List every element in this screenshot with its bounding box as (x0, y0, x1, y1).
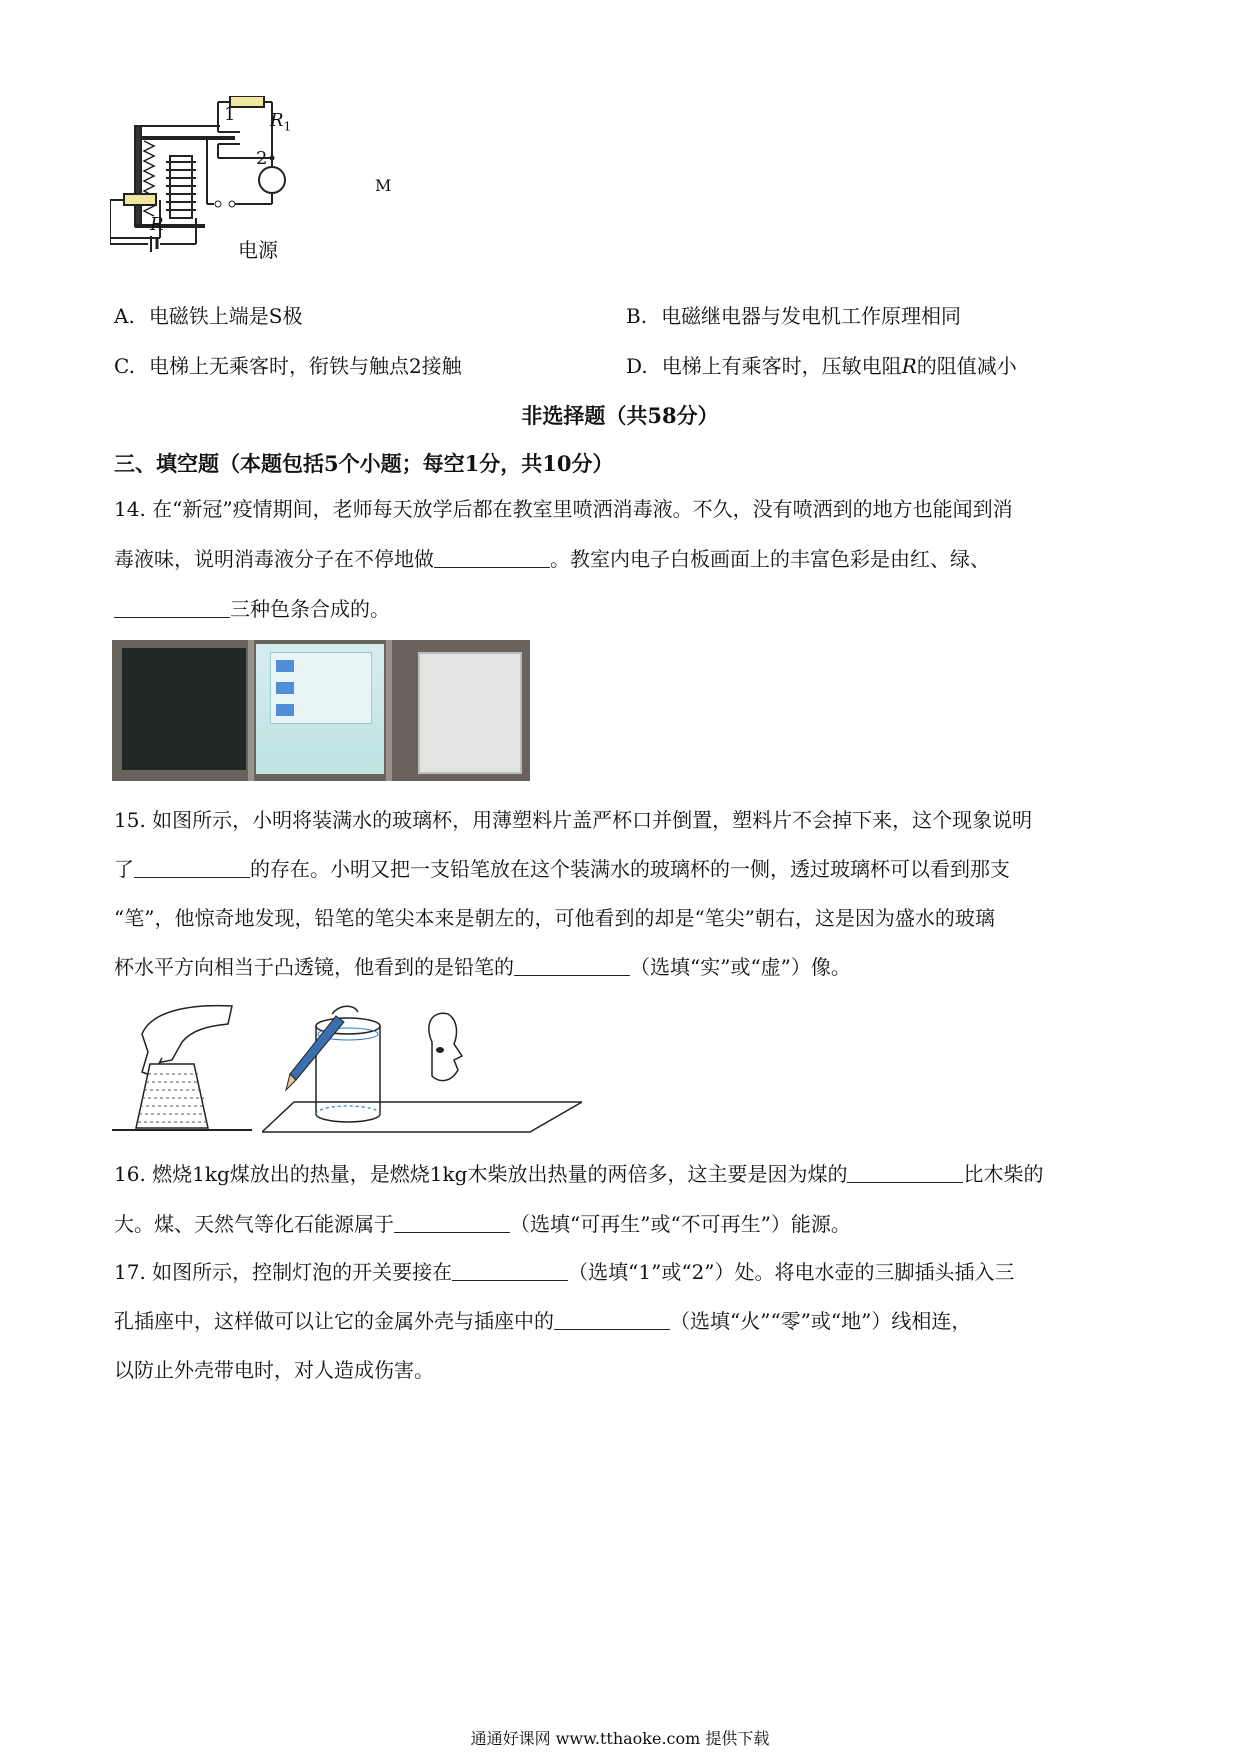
option-d-letter: D. (626, 354, 648, 378)
option-d-text-2: 的阻值减小 (916, 354, 1017, 378)
q17-blank-2[interactable] (554, 1309, 670, 1330)
q17-line-2 (114, 1307, 971, 1335)
q16-blank-1[interactable] (847, 1162, 963, 1183)
blackboard-panel (122, 648, 246, 770)
glass-pencil-drawing (262, 1004, 582, 1138)
option-d[interactable] (626, 352, 1017, 380)
q17-line-1a: 17. 如图所示，控制灯泡的开关要接在 (114, 1260, 453, 1284)
inverted-cup-drawing (112, 1000, 252, 1134)
q15-line-2a: 了 (114, 857, 134, 881)
q17-line-1b: （选填“1”或“2”）处。将电水壶的三脚插头插入三 (568, 1260, 1015, 1284)
option-a[interactable] (114, 302, 303, 330)
q15-blank-2[interactable] (514, 955, 630, 976)
q17-line-1 (114, 1258, 1015, 1286)
q16-line-1 (114, 1160, 1043, 1188)
inverted-cup-illustration (112, 1000, 252, 1134)
r1-subscript: 1 (283, 119, 292, 134)
q14-line-2b: 。教室内电子白板画面上的丰富色彩是由红、绿、 (550, 547, 990, 571)
q15-line-4 (114, 953, 851, 981)
q17-line-3: 以防止外壳带电时，对人造成伤害。 (114, 1358, 434, 1382)
q15-line-4a: 杯水平方向相当于凸透镜，他看到的是铅笔的 (114, 955, 514, 979)
q15-line-2b: 的存在。小明又把一支铅笔放在这个装满水的玻璃杯的一侧，透过玻璃杯可以看到那支 (250, 857, 1010, 881)
q15-line-1: 15. 如图所示，小明将装满水的玻璃杯，用薄塑料片盖严杯口并倒置，塑料片不会掉下来，这个现象说明 (114, 808, 1033, 832)
q15-line-2 (114, 855, 1010, 883)
power-source-label: 电源 (238, 238, 278, 262)
option-b-letter: B. (626, 304, 648, 328)
frame-divider-2 (386, 640, 392, 781)
option-d-variable: R (901, 354, 917, 378)
screen-app-icons (276, 660, 294, 720)
contact-1-label: 1 (224, 104, 236, 125)
q16-blank-2[interactable] (394, 1212, 510, 1233)
q17-line-2b: （选填“火”“零”或“地”）线相连， (670, 1309, 972, 1333)
option-a-text: 电磁铁上端是S极 (148, 304, 303, 328)
option-c[interactable] (114, 352, 462, 380)
r-label: R (150, 214, 164, 235)
q14-blank-2[interactable] (114, 597, 230, 618)
motor-label: M (375, 176, 392, 195)
glass-and-pencil-illustration (262, 1004, 582, 1138)
whiteboard-photo (112, 640, 530, 781)
r1-letter: R (270, 110, 284, 131)
option-a-letter: A. (114, 304, 135, 328)
r1-label (270, 110, 291, 134)
q16-line-2b: （选填“可再生”或“不可再生”）能源。 (510, 1212, 851, 1236)
q14-line-2 (114, 545, 990, 573)
q17-line-2a: 孔插座中，这样做可以让它的金属外壳与插座中的 (114, 1309, 554, 1333)
whiteboard-panel (418, 652, 522, 774)
option-b-text: 电磁继电器与发电机工作原理相同 (661, 304, 962, 328)
q16-line-1a: 16. 燃烧1kg煤放出的热量，是燃烧1kg木柴放出热量的两倍多，这主要是因为煤的 (114, 1162, 848, 1186)
q16-line-1b: 比木柴的 (963, 1162, 1044, 1186)
page-footer: 通通好课网 www.tthaoke.com 提供下载 (470, 1729, 770, 1748)
relay-circuit-figure (110, 96, 392, 276)
q14-line-3 (114, 595, 390, 623)
q15-line-4b: （选填“实”或“虚”）像。 (630, 955, 851, 979)
option-c-letter: C. (114, 354, 135, 378)
q16-line-2a: 大。煤、天然气等化石能源属于 (114, 1212, 394, 1236)
nonchoice-title: 非选择题（共58分） (521, 403, 719, 428)
q15-blank-1[interactable] (134, 857, 250, 878)
frame-divider (248, 640, 254, 781)
q14-line-2a: 毒液味，说明消毒液分子在不停地做 (114, 547, 434, 571)
section-3-title: 三、填空题（本题包括5个小题；每空1分，共10分） (114, 451, 614, 476)
option-c-text: 电梯上无乘客时，衔铁与触点2接触 (148, 354, 462, 378)
q16-line-2 (114, 1210, 851, 1238)
q14-blank-1[interactable] (434, 547, 550, 568)
q15-line-3: “笔”，他惊奇地发现，铅笔的笔尖本来是朝左的，可他看到的却是“笔尖”朝右，这是因为盛水的玻璃 (114, 906, 995, 930)
contact-2-label: 2 (256, 148, 268, 169)
q14-line-1: 14. 在“新冠”疫情期间，老师每天放学后都在教室里喷洒消毒液。不久，没有喷洒到的地方也能闻到消 (114, 497, 1013, 521)
option-b[interactable] (626, 302, 961, 330)
option-d-text-1: 电梯上有乘客时，压敏电阻 (661, 354, 902, 378)
q17-blank-1[interactable] (452, 1260, 568, 1281)
q14-line-3b: 三种色条合成的。 (230, 597, 390, 621)
